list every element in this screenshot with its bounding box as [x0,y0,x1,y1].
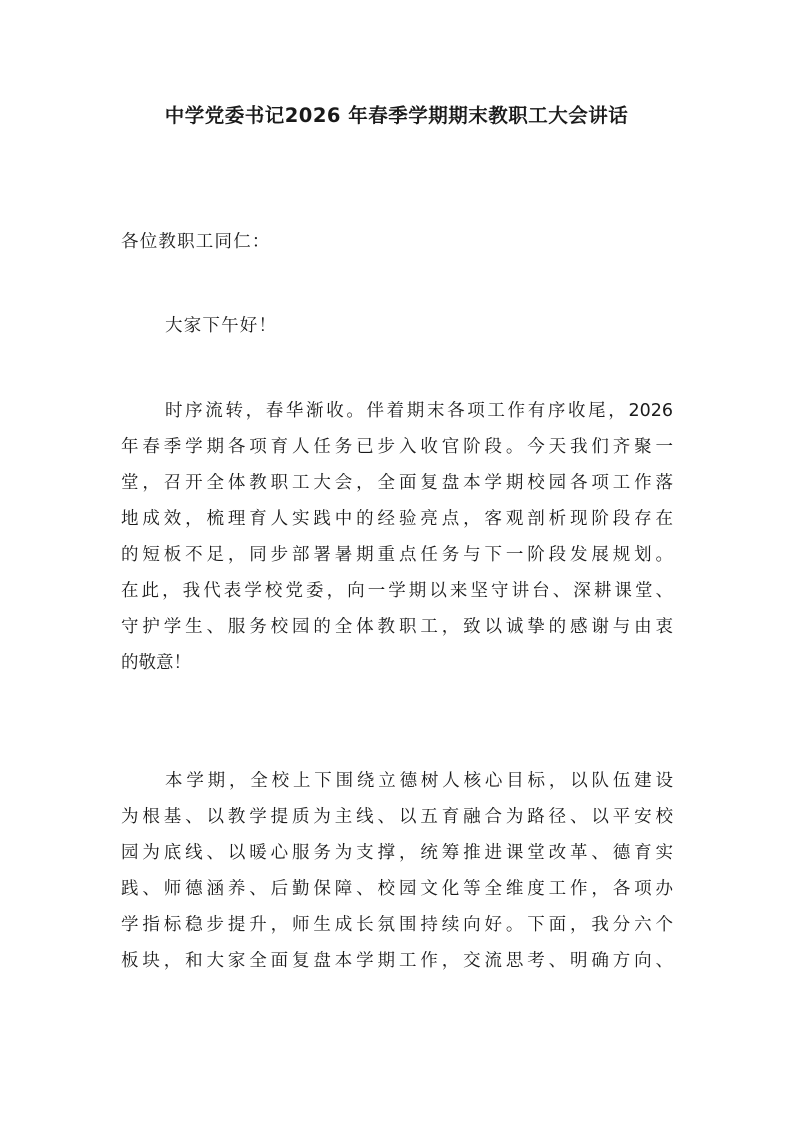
paragraph-line: 为根基、以教学提质为主线、以五育融合为路径、以平安校 [121,807,673,827]
paragraph-line: 守护学生、服务校园的全体教职工，致以诚挚的感谢与由衷 [121,617,673,637]
document-title: 中学党委书记2026 年春季学期期末教职工大会讲话 [164,104,629,127]
salutation: 各位教职工同仁： [121,232,271,252]
paragraph-1 [121,393,673,681]
paragraph-line: 园为底线、以暖心服务为支撑，统筹推进课堂改革、德育实 [121,843,673,863]
greeting: 大家下午好！ [165,316,278,336]
paragraph-line: 时序流转，春华渐收。伴着期末各项工作有序收尾，2026 [165,401,673,421]
paragraph-line: 的敬意！ [121,653,191,673]
paragraph-line: 地成效，梳理育人实践中的经验亮点，客观剖析现阶段存在 [121,509,673,529]
paragraph-line: 本学期，全校上下围绕立德树人核心目标，以队伍建设 [165,771,673,791]
paragraph-2 [121,763,673,979]
paragraph-line: 在此，我代表学校党委，向一学期以来坚守讲台、深耕课堂、 [121,581,673,601]
paragraph-line: 堂，召开全体教职工大会，全面复盘本学期校园各项工作落 [121,473,673,493]
paragraph-line: 的短板不足，同步部署暑期重点任务与下一阶段发展规划。 [121,545,673,565]
paragraph-line: 板块，和大家全面复盘本学期工作，交流思考、明确方向、 [121,951,673,971]
paragraph-line: 践、师德涵养、后勤保障、校园文化等全维度工作，各项办 [121,879,673,899]
paragraph-line: 年春季学期各项育人任务已步入收官阶段。今天我们齐聚一 [121,437,673,457]
paragraph-line: 学指标稳步提升，师生成长氛围持续向好。下面，我分六个 [121,915,673,935]
